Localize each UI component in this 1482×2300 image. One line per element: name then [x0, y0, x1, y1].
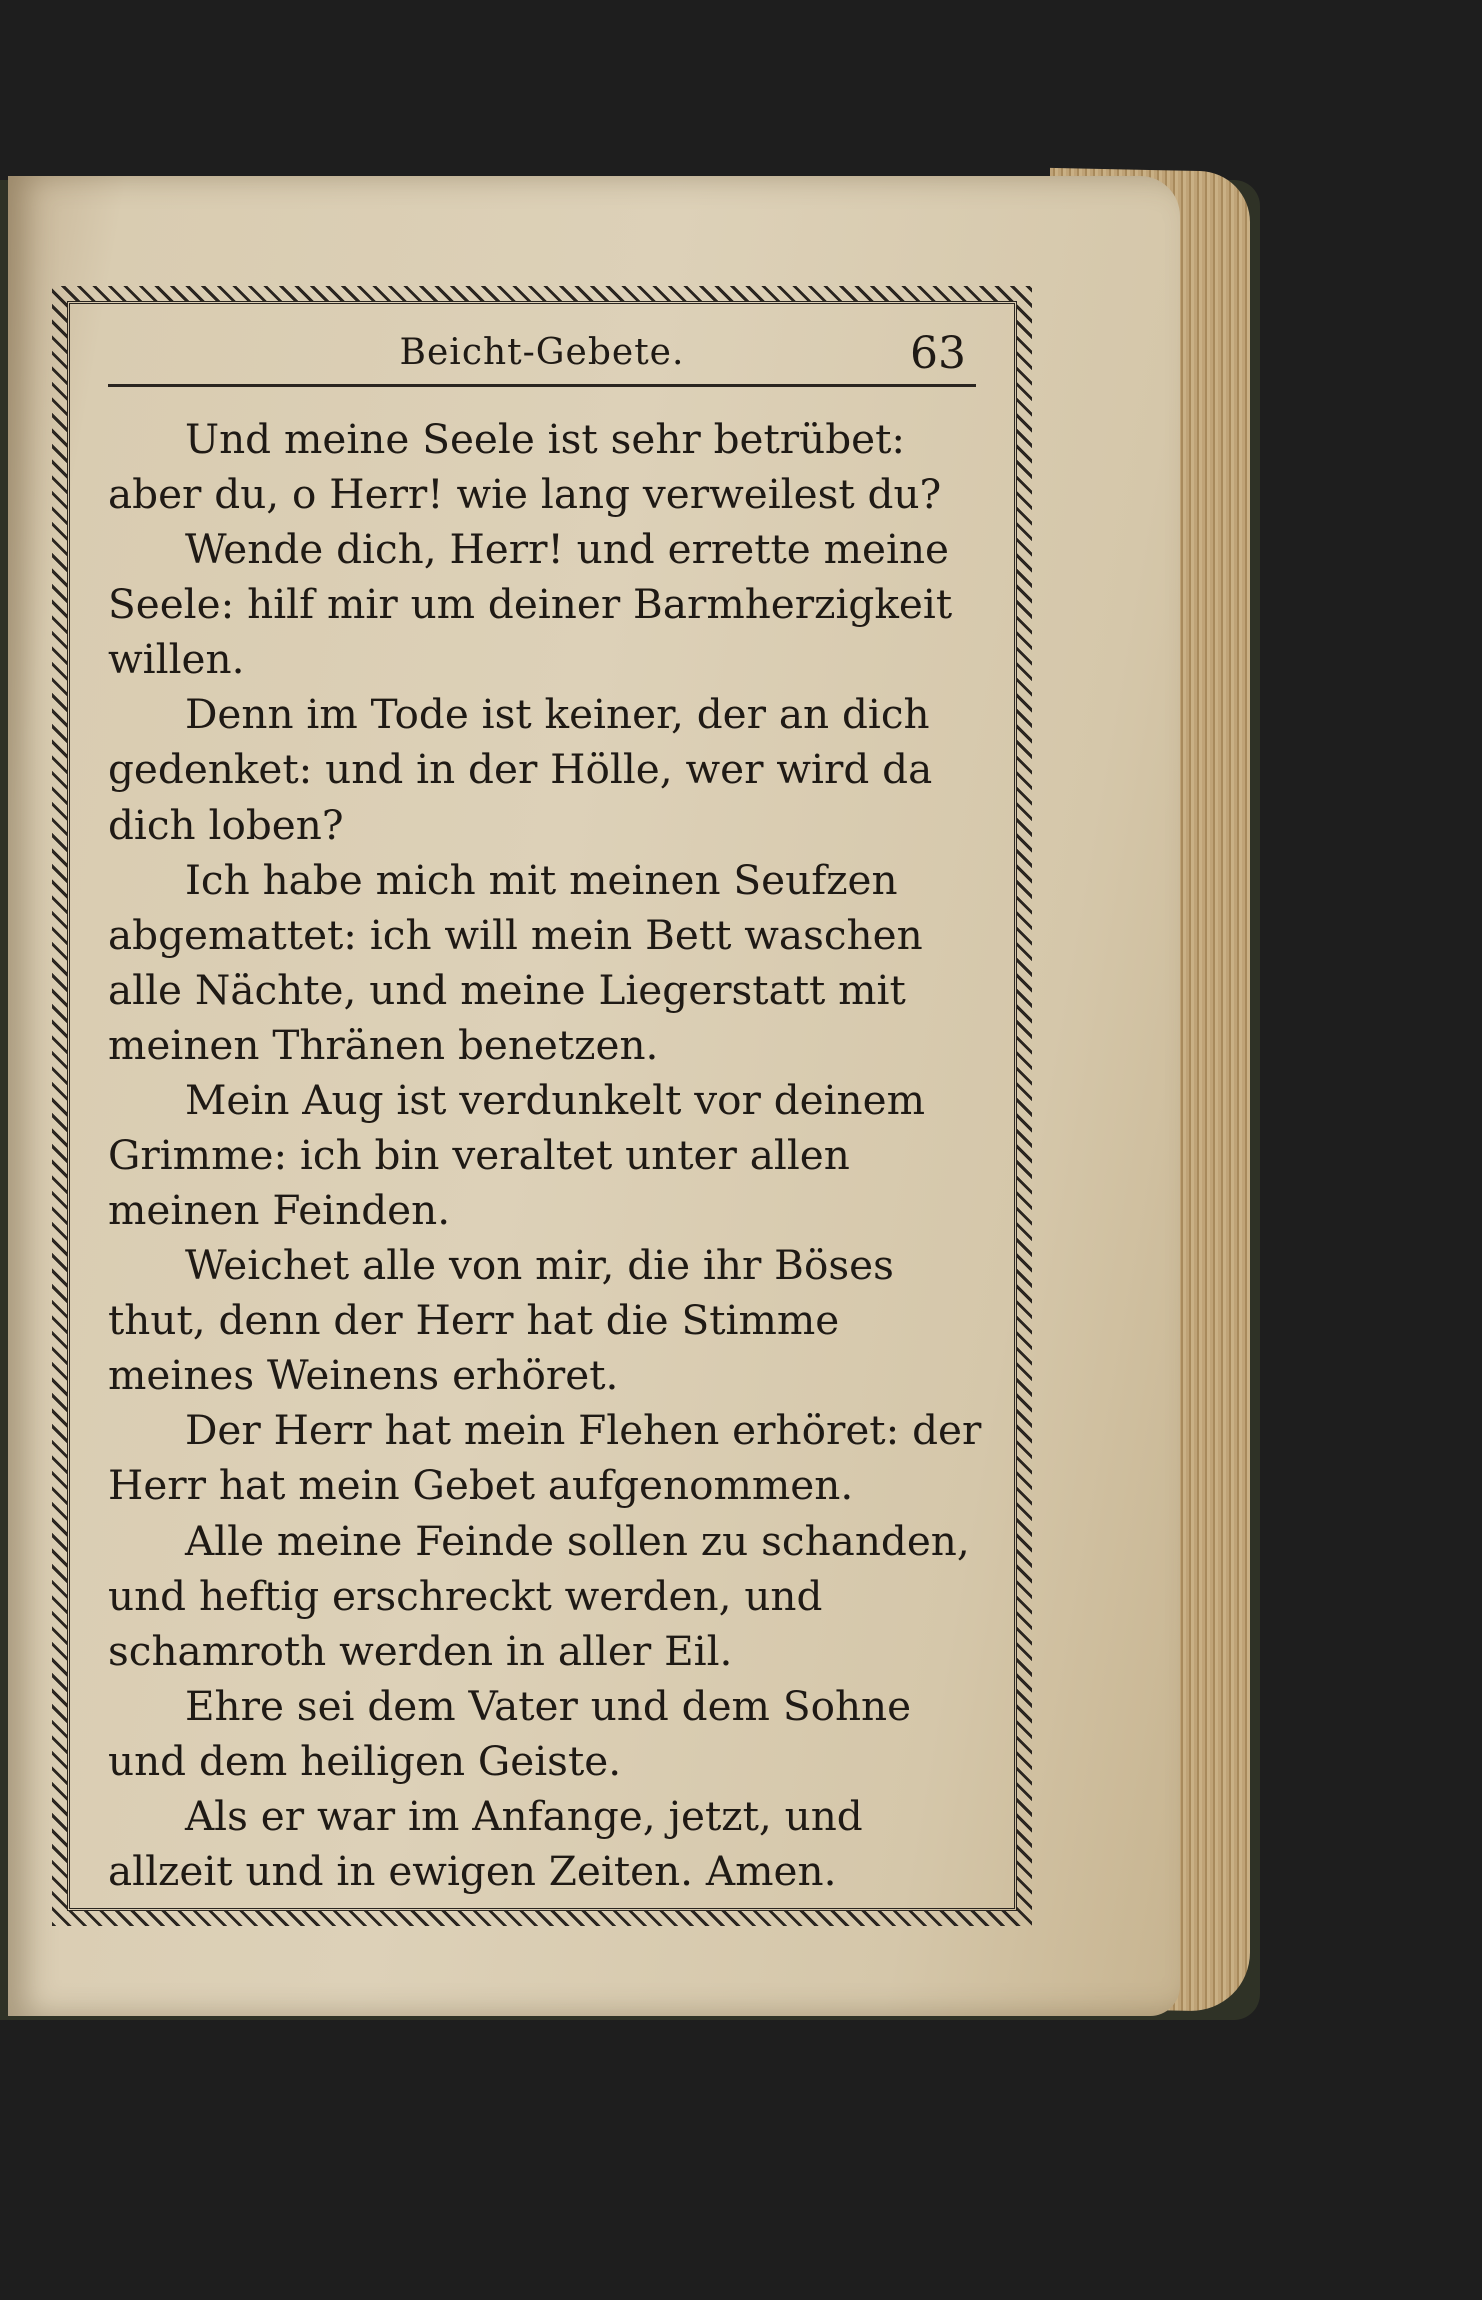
- book-page: [8, 176, 1180, 2016]
- page-number: 63: [910, 328, 966, 379]
- verse: Mein Aug ist verdunkelt vor deinem Grimme: ich bin veraltet unter allen meinen Feinden.: [108, 1075, 926, 1235]
- header-title: Beicht-Gebete.: [399, 332, 685, 373]
- verse: Weichet alle von mir, die ihr Böses thut, denn der Herr hat die Stimme meines Weinens erhöret.: [108, 1241, 894, 1400]
- verse: Denn im Tode ist keiner, der an dich gedenket: und in der Hölle, wer wird da dich loben?: [108, 690, 933, 849]
- verse: Und meine Seele ist sehr betrübet: aber du, o Herr! wie lang verweilest du?: [108, 415, 942, 519]
- running-header: [108, 324, 976, 387]
- verse: Der Herr hat mein Flehen erhöret: der Herr hat mein Gebet aufgenommen.: [108, 1406, 982, 1510]
- verse: Ich habe mich mit meinen Seufzen abgemattet: ich will mein Bett waschen alle Nächte, und meine Liegerstatt mit meinen Thränen benetzen.: [108, 855, 923, 1069]
- ornamental-border: [52, 286, 1032, 1926]
- verse: Alle meine Feinde sollen zu schanden, und heftig erschreckt werden, und schamroth werden in aller Eil.: [108, 1516, 970, 1675]
- verse: Ehre sei dem Vater und dem Sohne und dem heiligen Geiste.: [108, 1681, 912, 1785]
- verse: Wende dich, Herr! und errette meine Seele: hilf mir um deiner Barmherzigkeit willen.: [108, 525, 953, 684]
- prayer-text: [108, 412, 986, 1899]
- verse: Als er war im Anfange, jetzt, und allzeit und in ewigen Zeiten. Amen.: [108, 1791, 863, 1896]
